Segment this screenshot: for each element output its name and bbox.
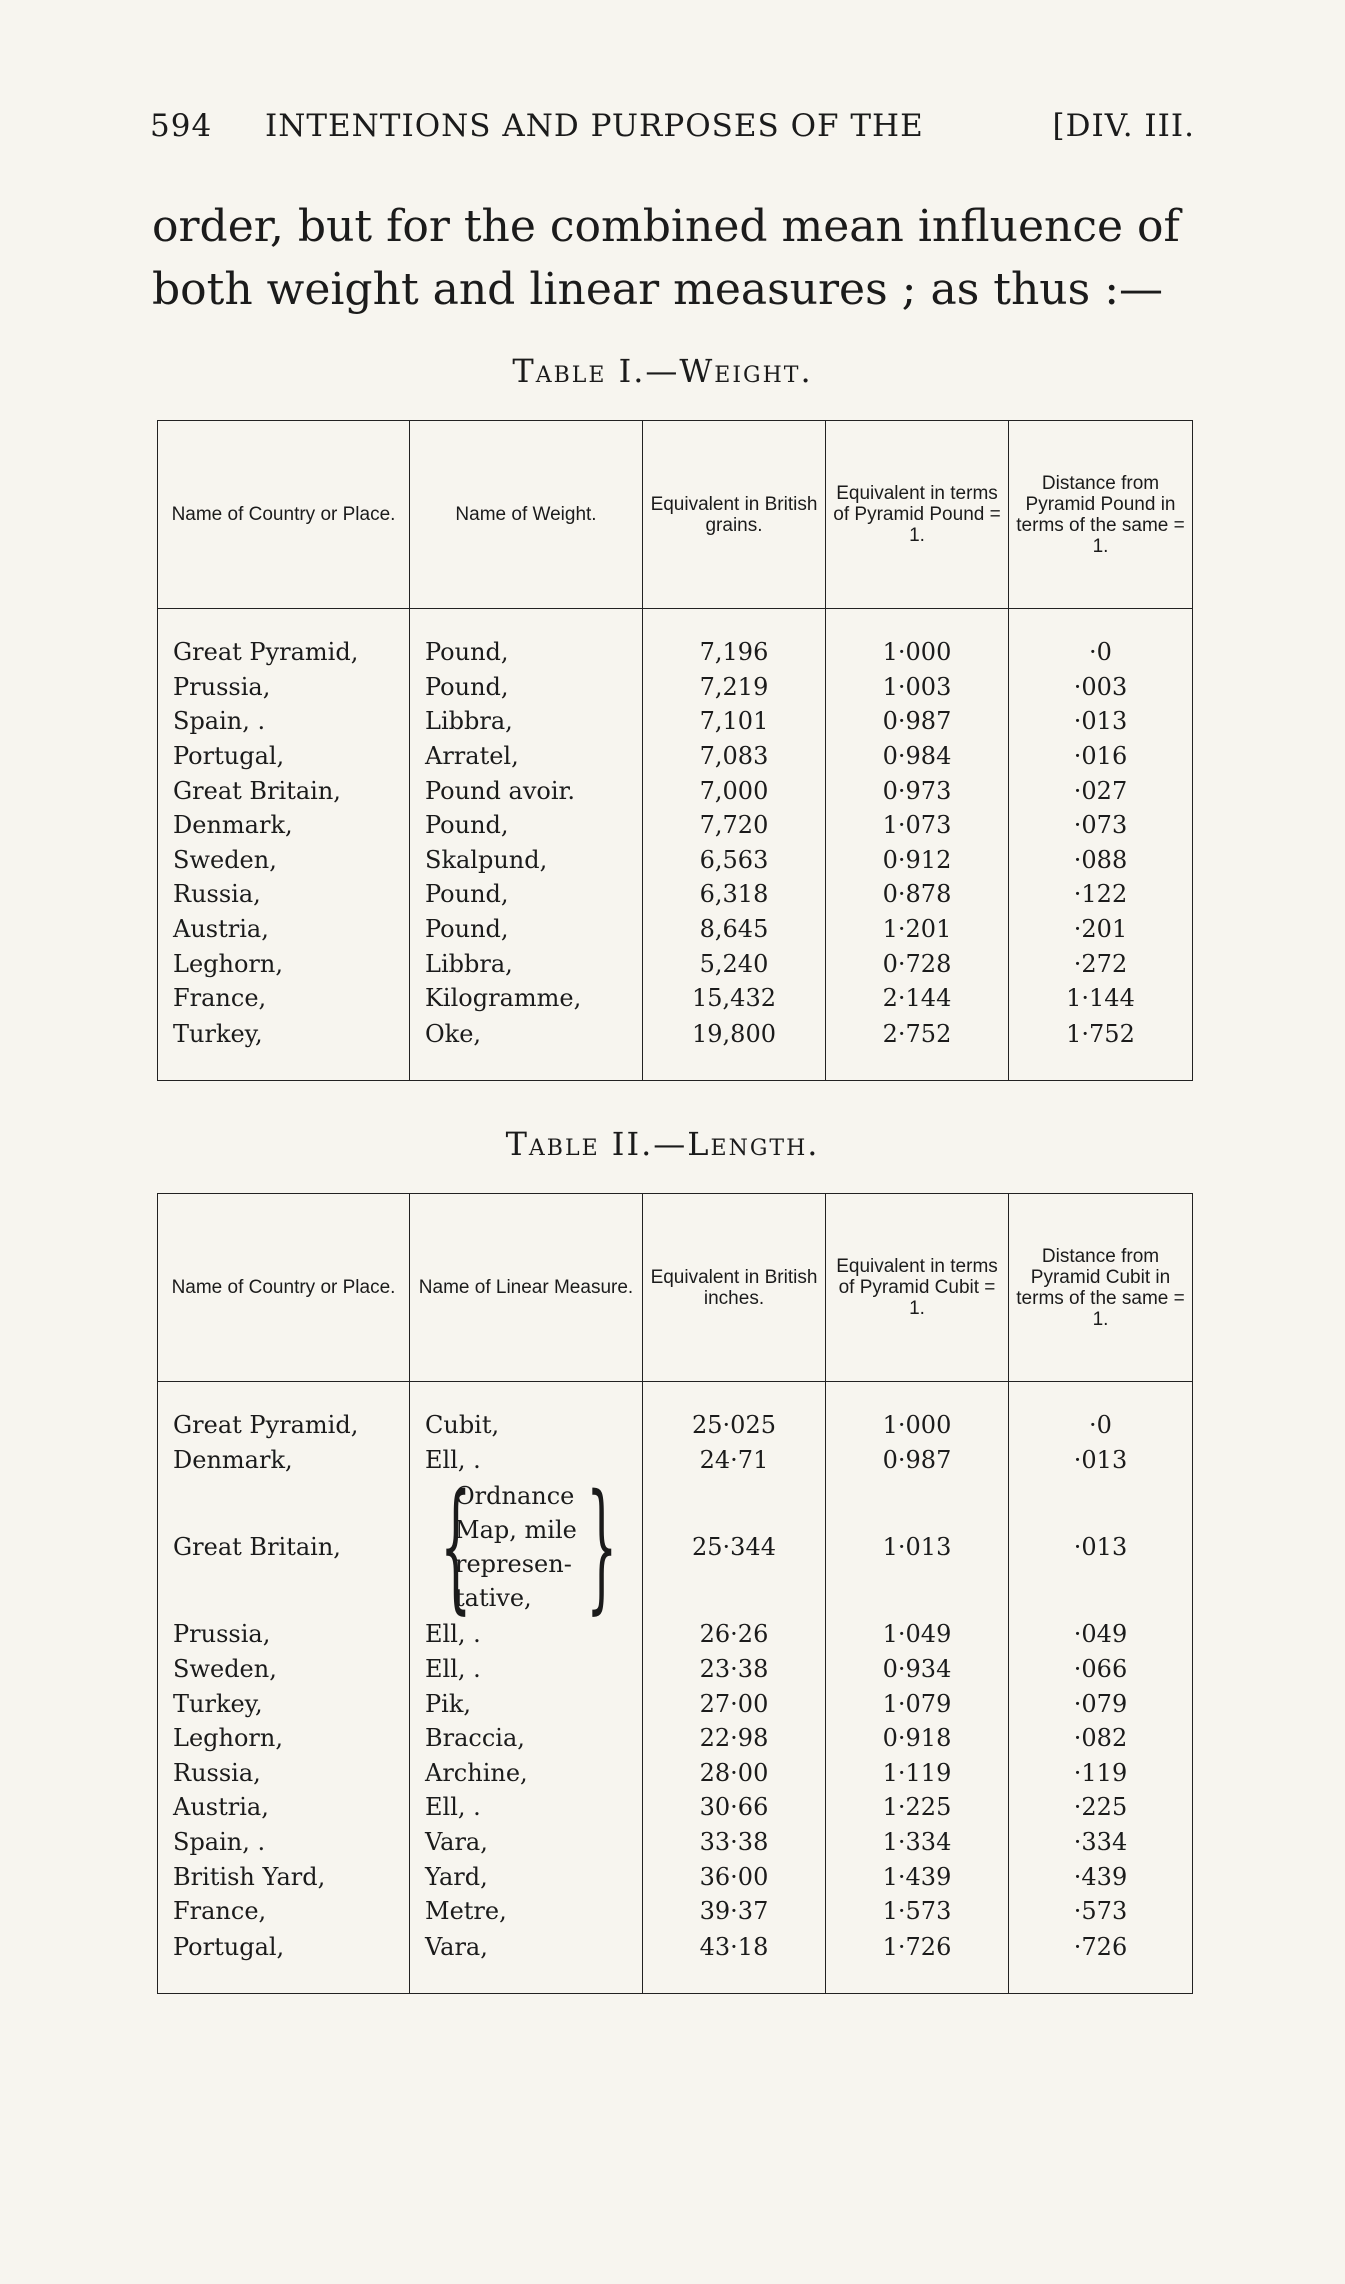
country-cell: Sweden,: [158, 1652, 410, 1687]
distance-value-cell: ·272: [1009, 946, 1193, 981]
pyramid-value-cell: 0·987: [826, 704, 1009, 739]
country-cell: Great Pyramid,: [158, 635, 410, 670]
british-value-cell: 7,101: [643, 704, 826, 739]
measure-name-cell: Pound avoir.: [410, 773, 643, 808]
pyramid-value-cell: 1·079: [826, 1686, 1009, 1721]
table1-caption: Table I.—Weight.: [512, 352, 813, 390]
distance-value-cell: ·439: [1009, 1859, 1193, 1894]
country-cell: Leghorn,: [158, 946, 410, 981]
distance-value-cell: ·334: [1009, 1825, 1193, 1860]
running-header: [150, 108, 1195, 144]
spacer-row: [158, 1382, 1193, 1409]
distance-value-cell: ·003: [1009, 670, 1193, 705]
country-cell: Russia,: [158, 877, 410, 912]
measure-name-cell: Ell, .: [410, 1790, 643, 1825]
distance-value-cell: 1·144: [1009, 981, 1193, 1016]
measure-name-cell: Pik,: [410, 1686, 643, 1721]
length-table: [157, 1193, 1193, 1994]
country-cell: Portugal,: [158, 1929, 410, 1994]
measure-name-line: represen-: [455, 1550, 572, 1579]
british-value-cell: 26·26: [643, 1617, 826, 1652]
measure-name-cell: Skalpund,: [410, 843, 643, 878]
country-cell: Spain, .: [158, 704, 410, 739]
pyramid-value-cell: 1·201: [826, 912, 1009, 947]
british-value-cell: 7,083: [643, 739, 826, 774]
distance-value-cell: ·201: [1009, 912, 1193, 947]
table-header-row: [158, 1194, 1193, 1382]
measure-name-cell: Pound,: [410, 670, 643, 705]
british-value-cell: 8,645: [643, 912, 826, 947]
table-row: [158, 981, 1193, 1016]
country-cell: Russia,: [158, 1756, 410, 1791]
pyramid-value-cell: 1·225: [826, 1790, 1009, 1825]
pyramid-value-cell: 1·439: [826, 1859, 1009, 1894]
distance-value-cell: ·066: [1009, 1652, 1193, 1687]
header-british-grains: Equivalent in British grains.: [643, 421, 826, 609]
table-row: [158, 1790, 1193, 1825]
table-row: [158, 843, 1193, 878]
pyramid-value-cell: 1·013: [826, 1477, 1009, 1617]
pyramid-value-cell: 1·573: [826, 1894, 1009, 1929]
pyramid-value-cell: 1·334: [826, 1825, 1009, 1860]
table-row: [158, 1686, 1193, 1721]
measure-name-cell: Pound,: [410, 912, 643, 947]
pyramid-value-cell: 0·912: [826, 843, 1009, 878]
distance-value-cell: ·073: [1009, 808, 1193, 843]
country-cell: Great Britain,: [158, 1477, 410, 1617]
header-country: Name of Country or Place.: [158, 1194, 410, 1382]
measure-name-cell: Oke,: [410, 1016, 643, 1081]
pyramid-value-cell: 1·049: [826, 1617, 1009, 1652]
pyramid-value-cell: 1·000: [826, 635, 1009, 670]
measure-name-cell: Yard,: [410, 1859, 643, 1894]
country-cell: Austria,: [158, 1790, 410, 1825]
british-value-cell: 19,800: [643, 1016, 826, 1081]
header-country: Name of Country or Place.: [158, 421, 410, 609]
british-value-cell: 28·00: [643, 1756, 826, 1791]
measure-name-cell: Libbra,: [410, 946, 643, 981]
distance-value-cell: ·027: [1009, 773, 1193, 808]
country-cell: Portugal,: [158, 739, 410, 774]
measure-name-cell: [410, 1465, 643, 1629]
distance-value-cell: ·0: [1009, 1408, 1193, 1443]
measure-name-cell: Vara,: [410, 1825, 643, 1860]
measure-name-cell: Cubit,: [410, 1408, 643, 1443]
table-row: [158, 670, 1193, 705]
pyramid-value-cell: 2·144: [826, 981, 1009, 1016]
measure-name-cell: Kilogramme,: [410, 981, 643, 1016]
table-row: [158, 912, 1193, 947]
british-value-cell: 25·344: [643, 1477, 826, 1617]
table-row: [158, 1016, 1193, 1081]
british-value-cell: 15,432: [643, 981, 826, 1016]
british-value-cell: 5,240: [643, 946, 826, 981]
british-value-cell: 27·00: [643, 1686, 826, 1721]
pyramid-value-cell: 0·878: [826, 877, 1009, 912]
distance-value-cell: ·0: [1009, 635, 1193, 670]
header-british-inches: Equivalent in British inches.: [643, 1194, 826, 1382]
measure-name-cell: Ell, .: [410, 1443, 643, 1478]
header-pyramid-cubit: Equivalent in terms of Pyramid Cubit = 1.: [826, 1194, 1009, 1382]
british-value-cell: 24·71: [643, 1443, 826, 1478]
british-value-cell: 22·98: [643, 1721, 826, 1756]
measure-name-cell: Archine,: [410, 1756, 643, 1791]
pyramid-value-cell: 1·073: [826, 808, 1009, 843]
british-value-cell: 6,318: [643, 877, 826, 912]
measure-name-cell: Ell, .: [410, 1617, 643, 1652]
weight-table: [157, 420, 1193, 1081]
pyramid-value-cell: 2·752: [826, 1016, 1009, 1081]
country-cell: Spain, .: [158, 1825, 410, 1860]
table-row: [158, 1477, 1193, 1617]
measure-name-line: Ordnance: [455, 1482, 575, 1511]
british-value-cell: 30·66: [643, 1790, 826, 1825]
table-row: [158, 1894, 1193, 1929]
header-weight-name: Name of Weight.: [410, 421, 643, 609]
country-cell: Leghorn,: [158, 1721, 410, 1756]
british-value-cell: 6,563: [643, 843, 826, 878]
table2-caption: Table II.—Length.: [505, 1125, 820, 1163]
distance-value-cell: ·088: [1009, 843, 1193, 878]
country-cell: Denmark,: [158, 808, 410, 843]
country-cell: Turkey,: [158, 1016, 410, 1081]
british-value-cell: 43·18: [643, 1929, 826, 1994]
british-value-cell: 7,720: [643, 808, 826, 843]
british-value-cell: 33·38: [643, 1825, 826, 1860]
intro-paragraph: order, but for the combined mean influence of both weight and linear measures ; as thus :—: [152, 201, 1180, 315]
division-label: [DIV. III.: [1052, 108, 1195, 144]
country-cell: Prussia,: [158, 1617, 410, 1652]
measure-name-cell: Pound,: [410, 808, 643, 843]
pyramid-value-cell: 0·728: [826, 946, 1009, 981]
pyramid-value-cell: 1·000: [826, 1408, 1009, 1443]
country-cell: Austria,: [158, 912, 410, 947]
measure-name-cell: Arratel,: [410, 739, 643, 774]
table-row: [158, 1859, 1193, 1894]
british-value-cell: 25·025: [643, 1408, 826, 1443]
spacer-row: [158, 609, 1193, 636]
measure-name-cell: Pound,: [410, 877, 643, 912]
table-header-row: [158, 421, 1193, 609]
header-distance: Distance from Pyramid Pound in terms of the same = 1.: [1009, 421, 1193, 609]
measure-name-cell: Ell, .: [410, 1652, 643, 1687]
weight-table-body: [158, 609, 1193, 1081]
distance-value-cell: ·013: [1009, 704, 1193, 739]
page-number: 594: [150, 108, 213, 144]
country-cell: British Yard,: [158, 1859, 410, 1894]
distance-value-cell: ·573: [1009, 1894, 1193, 1929]
country-cell: Denmark,: [158, 1443, 410, 1478]
measure-name-cell: Vara,: [410, 1929, 643, 1994]
table-row: [158, 739, 1193, 774]
running-title: INTENTIONS AND PURPOSES OF THE: [265, 108, 924, 144]
british-value-cell: 36·00: [643, 1859, 826, 1894]
table-row: [158, 808, 1193, 843]
pyramid-value-cell: 0·918: [826, 1721, 1009, 1756]
left-brace-icon: {: [440, 1465, 472, 1629]
british-value-cell: 39·37: [643, 1894, 826, 1929]
pyramid-value-cell: 0·973: [826, 773, 1009, 808]
table-row: [158, 1617, 1193, 1652]
distance-value-cell: ·225: [1009, 1790, 1193, 1825]
table-row: [158, 1443, 1193, 1478]
country-cell: Sweden,: [158, 843, 410, 878]
pyramid-value-cell: 1·726: [826, 1929, 1009, 1994]
right-brace-icon: }: [586, 1465, 618, 1629]
table-row: [158, 704, 1193, 739]
pyramid-value-cell: 0·984: [826, 739, 1009, 774]
table-row: [158, 877, 1193, 912]
measure-name-cell: Libbra,: [410, 704, 643, 739]
pyramid-value-cell: 0·934: [826, 1652, 1009, 1687]
country-cell: France,: [158, 981, 410, 1016]
distance-value-cell: ·082: [1009, 1721, 1193, 1756]
length-table-body: [158, 1382, 1193, 1994]
measure-name-cell: Braccia,: [410, 1721, 643, 1756]
table-row: [158, 1408, 1193, 1443]
british-value-cell: 7,219: [643, 670, 826, 705]
table-row: [158, 946, 1193, 981]
table-row: [158, 773, 1193, 808]
distance-value-cell: ·049: [1009, 1617, 1193, 1652]
table-row: [158, 1756, 1193, 1791]
distance-value-cell: ·013: [1009, 1477, 1193, 1617]
pyramid-value-cell: 1·119: [826, 1756, 1009, 1791]
pyramid-value-cell: 0·987: [826, 1443, 1009, 1478]
header-pyramid-pound: Equivalent in terms of Pyramid Pound = 1.: [826, 421, 1009, 609]
british-value-cell: 7,000: [643, 773, 826, 808]
distance-value-cell: ·079: [1009, 1686, 1193, 1721]
header-measure-name: Name of Linear Measure.: [410, 1194, 643, 1382]
pyramid-value-cell: 1·003: [826, 670, 1009, 705]
british-value-cell: 23·38: [643, 1652, 826, 1687]
header-distance: Distance from Pyramid Cubit in terms of the same = 1.: [1009, 1194, 1193, 1382]
distance-value-cell: 1·752: [1009, 1016, 1193, 1081]
table-row: [158, 1652, 1193, 1687]
distance-value-cell: ·726: [1009, 1929, 1193, 1994]
measure-name-cell: Metre,: [410, 1894, 643, 1929]
table-row: [158, 635, 1193, 670]
distance-value-cell: ·016: [1009, 739, 1193, 774]
distance-value-cell: ·119: [1009, 1756, 1193, 1791]
distance-value-cell: ·013: [1009, 1443, 1193, 1478]
country-cell: Prussia,: [158, 670, 410, 705]
country-cell: Great Pyramid,: [158, 1408, 410, 1443]
measure-name-cell: Pound,: [410, 635, 643, 670]
distance-value-cell: ·122: [1009, 877, 1193, 912]
measure-name-line: tative,: [455, 1584, 532, 1613]
measure-name-line: Map, mile: [455, 1516, 577, 1545]
table-row: [158, 1929, 1193, 1994]
british-value-cell: 7,196: [643, 635, 826, 670]
table-row: [158, 1825, 1193, 1860]
table-row: [158, 1721, 1193, 1756]
country-cell: France,: [158, 1894, 410, 1929]
country-cell: Turkey,: [158, 1686, 410, 1721]
country-cell: Great Britain,: [158, 773, 410, 808]
